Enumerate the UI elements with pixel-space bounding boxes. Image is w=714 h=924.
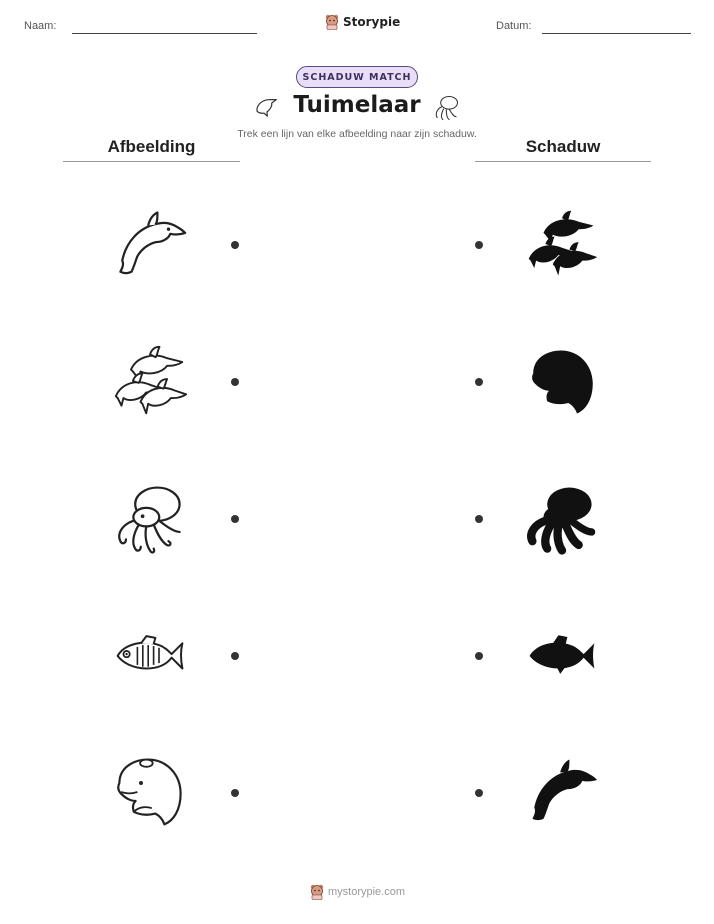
- dolphin-face-picture: [114, 756, 186, 828]
- dolphin-leaping-picture: [112, 207, 188, 281]
- activity-badge: SCHADUW MATCH: [296, 66, 418, 88]
- date-line[interactable]: [542, 33, 691, 34]
- name-line[interactable]: [72, 33, 257, 34]
- instructions: Trek een lijn van elke afbeelding naar zijn schaduw.: [237, 128, 477, 140]
- match-dot[interactable]: [231, 789, 239, 797]
- brand-name: Storypie: [343, 15, 401, 29]
- match-dot[interactable]: [475, 241, 483, 249]
- column-header-left: Afbeelding: [107, 137, 196, 156]
- column-header-right: Schaduw: [525, 137, 601, 156]
- footer-url[interactable]: mystorypie.com: [328, 886, 406, 898]
- date-label: Datum:: [496, 20, 532, 32]
- column-underline-left: [63, 161, 240, 162]
- dolphin-group-picture: [112, 343, 188, 419]
- bear-icon: [325, 14, 339, 30]
- match-dot[interactable]: [475, 789, 483, 797]
- dolphin-leaping-shadow: [524, 754, 600, 828]
- page-title: Tuimelaar: [293, 92, 421, 118]
- name-label: Naam:: [24, 20, 57, 32]
- cuttlefish-icon: [432, 93, 462, 121]
- match-dot[interactable]: [475, 515, 483, 523]
- footer: [310, 884, 405, 900]
- cuttlefish-picture: [112, 482, 188, 556]
- fish-shadow: [526, 632, 598, 678]
- brand-logo: [325, 14, 400, 30]
- match-dot[interactable]: [231, 652, 239, 660]
- match-dot[interactable]: [475, 378, 483, 386]
- column-underline-right: [475, 161, 651, 162]
- dolphin-group-shadow: [524, 207, 600, 281]
- dolphin-face-shadow: [528, 346, 598, 418]
- match-dot[interactable]: [231, 378, 239, 386]
- match-dot[interactable]: [231, 515, 239, 523]
- match-dot[interactable]: [475, 652, 483, 660]
- fish-picture: [114, 632, 186, 678]
- match-dot[interactable]: [231, 241, 239, 249]
- bear-icon: [310, 884, 324, 900]
- cuttlefish-shadow: [524, 482, 600, 556]
